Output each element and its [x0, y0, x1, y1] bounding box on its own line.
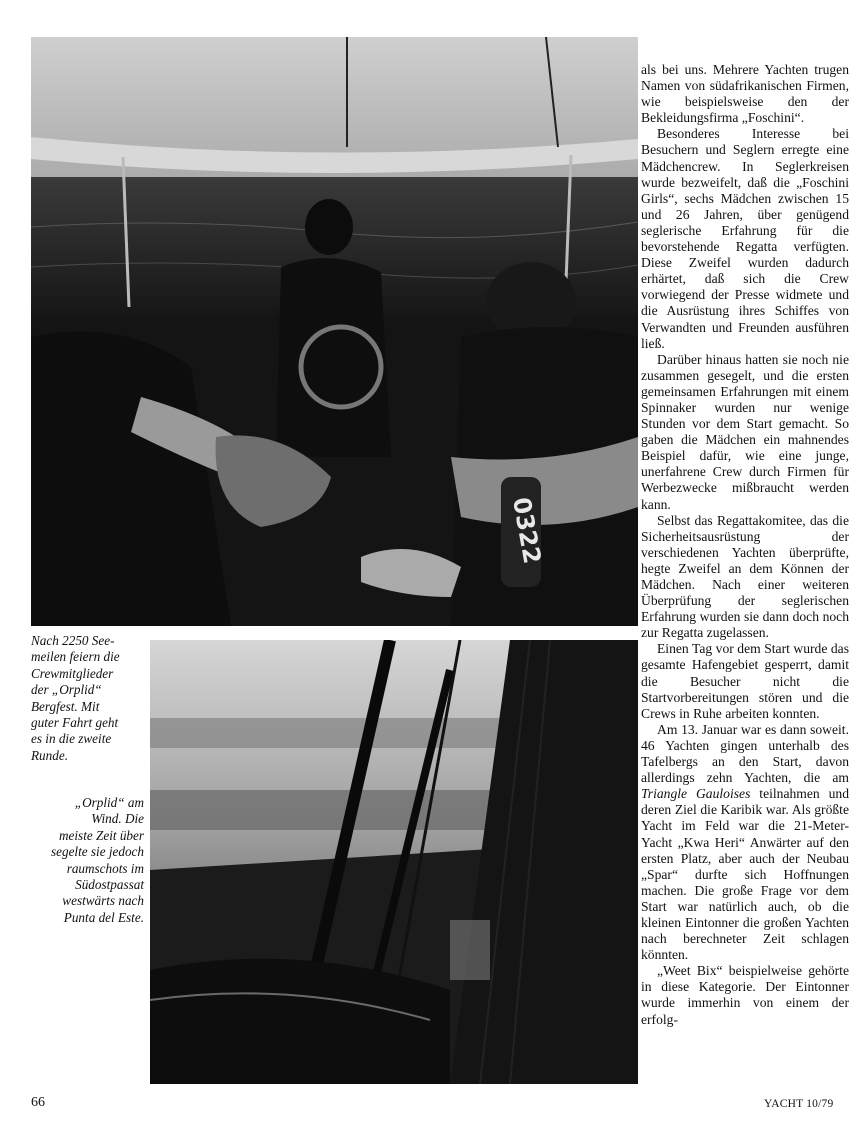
- caption-line: Crewmitglieder: [31, 665, 114, 681]
- magazine-issue: YACHT 10/79: [764, 1098, 834, 1110]
- article-paragraph: Einen Tag vor dem Start wurde das gesamte Hafengebiet gesperrt, damit die Besucher nicht die Startvorbereitungen stören und die Crews in Ruhe arbeiten konnten.: [641, 641, 849, 721]
- caption-line: guter Fahrt geht: [31, 715, 119, 731]
- caption-line: Südostpassat: [75, 877, 144, 893]
- sail-number-label: 0322: [507, 495, 547, 566]
- caption-line: es in die zweite: [31, 731, 112, 747]
- caption-line: der „Orplid“: [31, 682, 102, 698]
- caption-line: Wind. Die: [91, 811, 144, 827]
- caption-line: meiste Zeit über: [59, 827, 144, 843]
- caption-line: Nach 2250 See-: [31, 633, 115, 648]
- article-text: Am 13. Januar war es dann soweit. 46 Yachten gingen unterhalb des Tafelbergs an den Start, davon allerdings zehn Yachten, die am: [641, 721, 849, 786]
- bottom-photo-caption: [31, 795, 144, 926]
- caption-line: segelte sie jedoch: [50, 844, 144, 860]
- article-paragraph: „Weet Bix“ beispielweise gehörte in diese Kategorie. Der Eintonner wurde immerhin von einem der erfolg-: [641, 963, 849, 1027]
- caption-line: westwärts nach: [62, 893, 144, 909]
- article-paragraph: Selbst das Regattakomitee, das die Sicherheitsausrüstung der verschiedenen Yachten überprüfte, hegte Zweifel an dem Können der Mädchen. Nach einer weiteren Überprüfung der seglerischen Erfahrung wurden sie dann doch noch zur Regatta zugelassen.: [641, 512, 849, 641]
- caption-line: Bergfest. Mit: [31, 698, 100, 714]
- orplid-under-sail-photo: [150, 640, 638, 1084]
- page-number: 66: [31, 1095, 45, 1110]
- article-paragraph: Darüber hinaus hatten sie noch nie zusammen gesegelt, und die ersten gemeinsamen Erfahrungen mit einem Spinnaker wurden nur wenige Stunden vor dem Start gemacht. So gaben die Mädchen ein mahnendes Beispiel dafür, wie eine junge, unerfahrene Crew durch Firmen für Werbezwecke mißbraucht werden kann.: [641, 351, 849, 512]
- caption-line: raumschots im: [66, 860, 144, 876]
- article-paragraph: als bei uns. Mehrere Yachten trugen Namen von südafrikanischen Firmen, wie beispielsweise den der Bekleidungsfirma „Foschini“.: [641, 62, 849, 126]
- article-paragraph: [641, 722, 849, 963]
- top-photo-caption: [31, 633, 153, 764]
- article-column: [641, 62, 849, 1028]
- caption-line: Runde.: [31, 747, 68, 763]
- caption-line: Punta del Este.: [63, 909, 144, 925]
- caption-line: „Orplid“ am: [74, 795, 144, 810]
- race-name-italic: Triangle Gauloises: [641, 786, 751, 802]
- crew-celebration-photo: [31, 37, 638, 626]
- caption-line: meilen feiern die: [31, 649, 120, 665]
- article-text: teilnahmen und deren Ziel die Karibik war. Als größte Yacht im Feld war die 21-Meter-Yacht „Kwa Heri“ Anwärter auf den ersten Platz, aber auch der Neubau „Spar“ durfte sich Hoffnungen machen. Die große Frage vor dem Start war natürlich auch, ob die kleinen Eintonner die großen Yachten nach berechneter Zeit schlagen könnten.: [641, 786, 849, 963]
- article-paragraph: Besonderes Interesse bei Besuchern und Seglern erregte eine Mädchencrew. In Seglerkreisen wurde bezweifelt, daß die „Foschini Girls“, sechs Mädchen zwischen 15 und 26 Jahren, über genügend seglerische Erfahrung für die bevorstehende Regatta verfügten. Diese Zweifel wurden dadurch erhärtet, daß sich die Crew vorwiegend der Presse widmete und die Ausrüstung ihres Schiffes von Verwandten und Freunden ausführen ließ.: [641, 126, 849, 351]
